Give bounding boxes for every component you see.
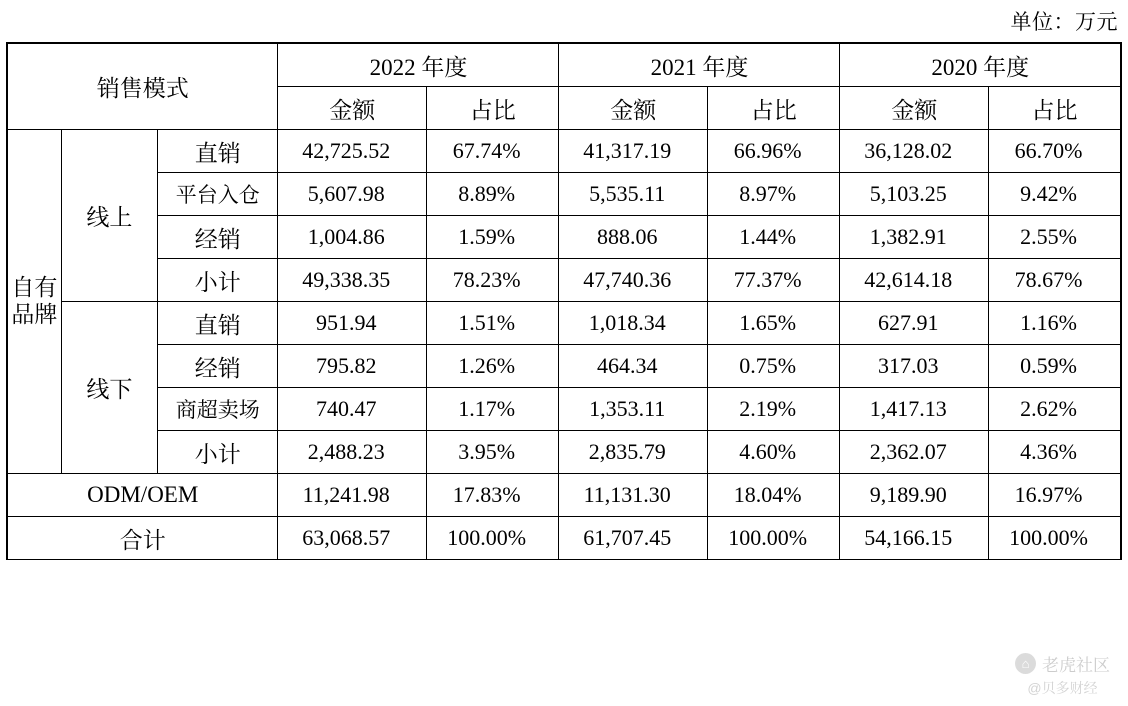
row-label: 小计 bbox=[158, 431, 278, 474]
cell-value: 63,068.57 bbox=[278, 517, 427, 560]
table-row bbox=[7, 431, 1121, 474]
cell-value: 78.23% bbox=[426, 259, 558, 302]
cell-value: 11,241.98 bbox=[278, 474, 427, 517]
cell-value: 8.97% bbox=[707, 173, 839, 216]
table-row-odm-oem bbox=[7, 474, 1121, 517]
header-year-2020: 2020 年度 bbox=[840, 43, 1121, 87]
cell-value: 17.83% bbox=[426, 474, 558, 517]
sales-mode-table bbox=[6, 42, 1122, 560]
cell-value: 0.59% bbox=[988, 345, 1121, 388]
group-label-own-brand-line1: 自有 bbox=[11, 275, 58, 301]
cell-value: 100.00% bbox=[988, 517, 1121, 560]
row-label: ODM/OEM bbox=[7, 474, 278, 517]
header-amount-2022: 金额 bbox=[278, 87, 427, 130]
cell-value: 54,166.15 bbox=[840, 517, 989, 560]
header-share-2022: 占比 bbox=[426, 87, 558, 130]
cell-value: 1,018.34 bbox=[559, 302, 708, 345]
cell-value: 2,488.23 bbox=[278, 431, 427, 474]
cell-value: 951.94 bbox=[278, 302, 427, 345]
table-row bbox=[7, 345, 1121, 388]
cell-value: 1,417.13 bbox=[840, 388, 989, 431]
cell-value: 49,338.35 bbox=[278, 259, 427, 302]
cell-value: 36,128.02 bbox=[840, 130, 989, 173]
row-label: 平台入仓 bbox=[158, 173, 278, 216]
cell-value: 5,535.11 bbox=[559, 173, 708, 216]
header-share-2021: 占比 bbox=[707, 87, 839, 130]
cell-value: 464.34 bbox=[559, 345, 708, 388]
group-label-own-brand-line2: 品牌 bbox=[11, 301, 58, 327]
header-amount-2021: 金额 bbox=[559, 87, 708, 130]
watermark bbox=[1015, 651, 1110, 698]
group-label-own-brand bbox=[7, 130, 61, 474]
cell-value: 4.36% bbox=[988, 431, 1121, 474]
cell-value: 317.03 bbox=[840, 345, 989, 388]
header-year-2022: 2022 年度 bbox=[278, 43, 559, 87]
subgroup-label-offline: 线下 bbox=[61, 302, 157, 474]
cell-value: 740.47 bbox=[278, 388, 427, 431]
cell-value: 1,382.91 bbox=[840, 216, 989, 259]
table-row bbox=[7, 259, 1121, 302]
cell-value: 2.62% bbox=[988, 388, 1121, 431]
table-row bbox=[7, 388, 1121, 431]
cell-value: 67.74% bbox=[426, 130, 558, 173]
cell-value: 5,607.98 bbox=[278, 173, 427, 216]
cell-value: 2,362.07 bbox=[840, 431, 989, 474]
table-row bbox=[7, 130, 1121, 173]
header-year-2021: 2021 年度 bbox=[559, 43, 840, 87]
cell-value: 18.04% bbox=[707, 474, 839, 517]
cell-value: 888.06 bbox=[559, 216, 708, 259]
cell-value: 1.17% bbox=[426, 388, 558, 431]
table-row bbox=[7, 302, 1121, 345]
watermark-brand bbox=[1015, 651, 1110, 676]
table-row bbox=[7, 173, 1121, 216]
header-share-2020: 占比 bbox=[988, 87, 1121, 130]
cell-value: 795.82 bbox=[278, 345, 427, 388]
cell-value: 47,740.36 bbox=[559, 259, 708, 302]
cell-value: 1.44% bbox=[707, 216, 839, 259]
cell-value: 16.97% bbox=[988, 474, 1121, 517]
cell-value: 2.55% bbox=[988, 216, 1121, 259]
cell-value: 100.00% bbox=[426, 517, 558, 560]
cell-value: 5,103.25 bbox=[840, 173, 989, 216]
cell-value: 2.19% bbox=[707, 388, 839, 431]
subgroup-label-online: 线上 bbox=[61, 130, 157, 302]
cell-value: 3.95% bbox=[426, 431, 558, 474]
cell-value: 1.16% bbox=[988, 302, 1121, 345]
row-label: 经销 bbox=[158, 216, 278, 259]
cell-value: 1.65% bbox=[707, 302, 839, 345]
cell-value: 9.42% bbox=[988, 173, 1121, 216]
cell-value: 627.91 bbox=[840, 302, 989, 345]
header-sales-mode: 销售模式 bbox=[7, 43, 278, 130]
cell-value: 1,353.11 bbox=[559, 388, 708, 431]
watermark-name: 老虎社区 bbox=[1042, 656, 1110, 675]
row-label: 小计 bbox=[158, 259, 278, 302]
cell-value: 1.59% bbox=[426, 216, 558, 259]
cell-value: 1.26% bbox=[426, 345, 558, 388]
cell-value: 2,835.79 bbox=[559, 431, 708, 474]
row-label: 直销 bbox=[158, 302, 278, 345]
cell-value: 78.67% bbox=[988, 259, 1121, 302]
row-label: 合计 bbox=[7, 517, 278, 560]
cell-value: 4.60% bbox=[707, 431, 839, 474]
table-header-row-years bbox=[7, 43, 1121, 87]
cell-value: 42,725.52 bbox=[278, 130, 427, 173]
cell-value: 1,004.86 bbox=[278, 216, 427, 259]
cell-value: 100.00% bbox=[707, 517, 839, 560]
cell-value: 11,131.30 bbox=[559, 474, 708, 517]
cell-value: 66.70% bbox=[988, 130, 1121, 173]
tiger-logo-icon: ⌂ bbox=[1015, 653, 1036, 674]
unit-note: 单位：万元 bbox=[1010, 10, 1118, 34]
cell-value: 77.37% bbox=[707, 259, 839, 302]
table-row-total bbox=[7, 517, 1121, 560]
row-label: 直销 bbox=[158, 130, 278, 173]
cell-value: 1.51% bbox=[426, 302, 558, 345]
row-label: 商超卖场 bbox=[158, 388, 278, 431]
cell-value: 9,189.90 bbox=[840, 474, 989, 517]
cell-value: 0.75% bbox=[707, 345, 839, 388]
cell-value: 66.96% bbox=[707, 130, 839, 173]
table-row bbox=[7, 216, 1121, 259]
header-amount-2020: 金额 bbox=[840, 87, 989, 130]
cell-value: 42,614.18 bbox=[840, 259, 989, 302]
cell-value: 8.89% bbox=[426, 173, 558, 216]
cell-value: 61,707.45 bbox=[559, 517, 708, 560]
cell-value: 41,317.19 bbox=[559, 130, 708, 173]
row-label: 经销 bbox=[158, 345, 278, 388]
watermark-handle: @贝多财经 bbox=[1027, 680, 1098, 696]
